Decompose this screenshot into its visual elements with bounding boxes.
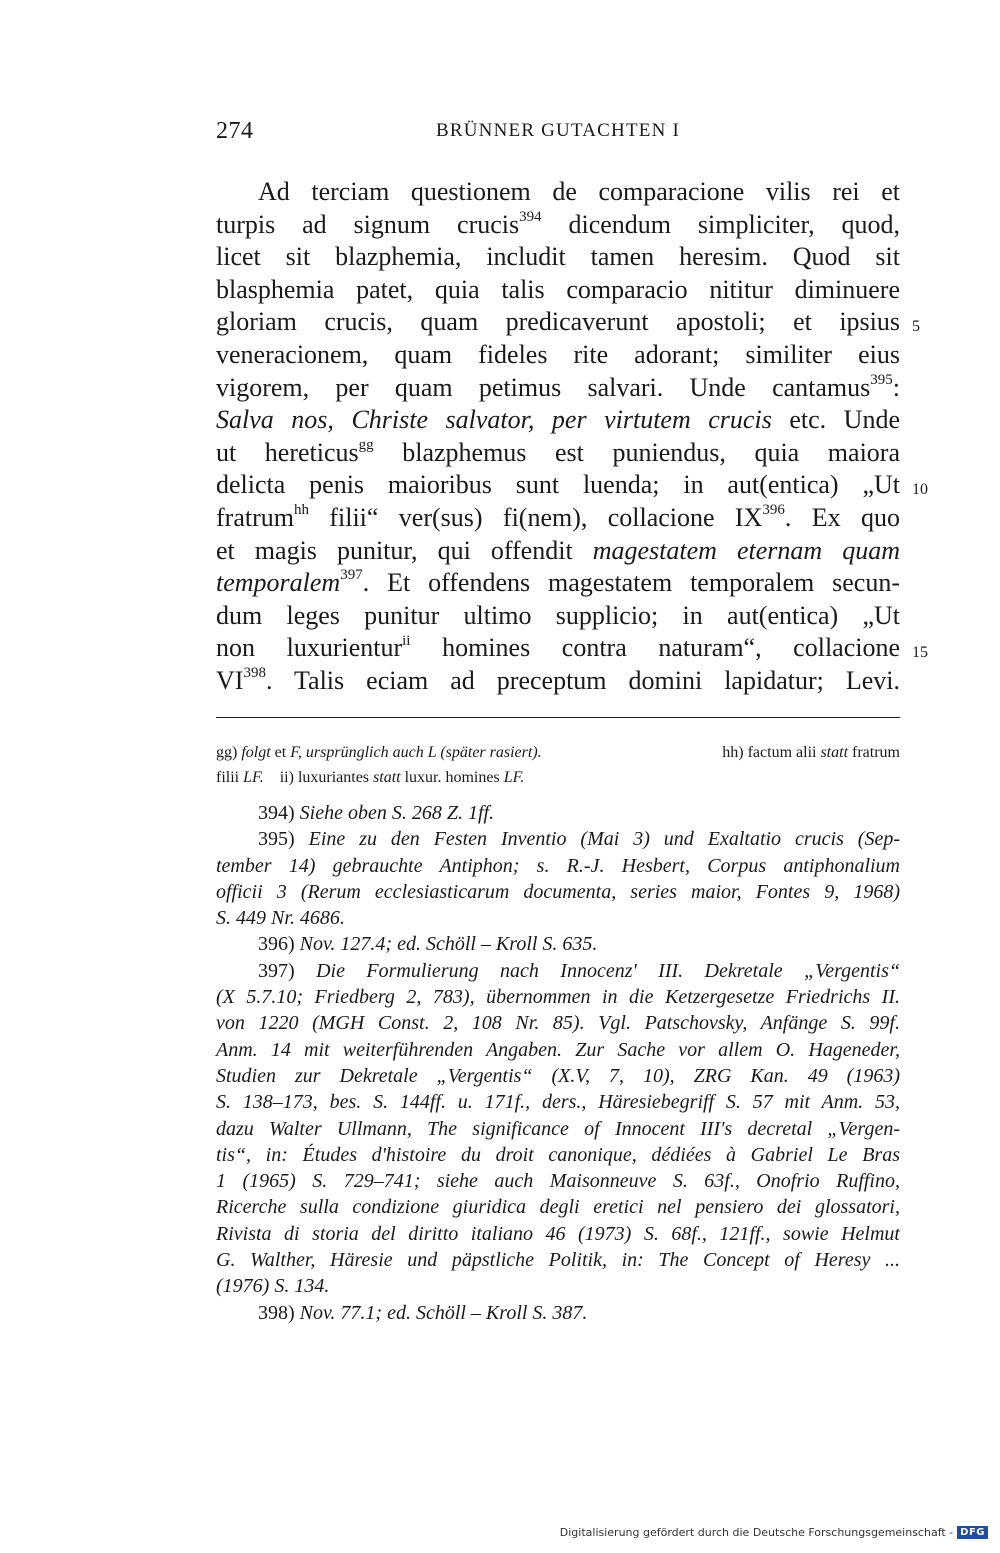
line-number: 15: [912, 644, 928, 661]
footnote-divider: [216, 717, 900, 718]
footnotes: [216, 800, 900, 1326]
footnote-394: 394) Siehe oben S. 268 Z. 1ff.: [258, 802, 495, 824]
digitization-text: Digitalisierung gefördert durch die Deutsche Forschungsgemeinschaft -: [559, 1526, 954, 1539]
footnote-397: 397) Die Formulierung nach Innocenz' III. Dekretale „Vergentis“ (X 5.7.10; Friedberg 2, 783), übernommen in die Ketzergesetze Friedrichs II. von 1220 (MGH Const. 2, 108 Nr. 85). Vgl. Patschovsky, Anfänge S. 99f. Anm. 14 mit weiterführenden Angaben. Zur Sache vor allem O. Hageneder, Studien zur Dekretale „Vergentis“ (X.V, 7, 10), ZRG Kan. 49 (1963) S. 138–173, bes. S. 144ff. u. 171f., ders., Häresiebegriff S. 57 mit Anm. 53, dazu Walter Ullmann, The significance of Innocent III's decretal „Vergen- tis“, in: Études d'histoire du droit canonique, dédiées à Gabriel Le Bras 1 (1965) S. 729–741; siehe auch Maisonneuve S. 63f., Onofrio Ruffino, Ricerche sulla condizione giuridica degli eretici nel pensiero dei glossatori, Rivista di storia del diritto italiano 46 (1973) S. 68f., 121ff., sowie Helmut G. Walther, Häresie und päpstliche Politik, in: The Concept of Heresy ... (1976) S. 134.: [216, 959, 901, 1298]
apparatus-line: gg) folgt et F, ursprünglich auch L (später rasiert). hh) factum alii statt fratrum: [216, 744, 900, 761]
text-line: temporalem$^{397}$. Et offendens magestatem temporalem secun-: [216, 567, 900, 598]
text-line: Ad terciam questionem de comparacione vilis rei et: [258, 177, 900, 206]
page-number: 274: [216, 118, 254, 144]
text-line: licet sit blazphemia, includit tamen heresim. Quod sit: [216, 242, 900, 272]
footnote-ref[interactable]: 397: [340, 567, 363, 584]
apparatus-ref[interactable]: ii: [402, 632, 411, 649]
line-number: 10: [912, 481, 928, 498]
main-text: [216, 176, 900, 698]
page-header: [216, 118, 900, 148]
line-number: 5: [912, 318, 920, 335]
apparatus-ref[interactable]: hh: [293, 502, 309, 519]
text-line: delicta penis maioribus sunt luenda; in aut(entica) „Ut: [216, 470, 900, 500]
text-line: gloriam crucis, quam predicaverunt apostoli; et ipsius: [216, 307, 900, 337]
text-line: blasphemia patet, quia talis comparacio nititur diminuere: [216, 274, 900, 304]
footnote-398: 398) Nov. 77.1; ed. Schöll – Kroll S. 387.: [258, 1301, 588, 1324]
running-title: BRÜNNER GUTACHTEN I: [436, 120, 680, 141]
text-line: vigorem, per quam petimus salvari. Unde cantamus$^{395}$:: [216, 371, 900, 402]
footnote-ref[interactable]: 395: [870, 371, 893, 388]
text-line: VI$^{398}$. Talis eciam ad preceptum domini lapidatur; Levi.: [216, 665, 900, 695]
footnote-396: 396) Nov. 127.4; ed. Schöll – Kroll S. 635.: [258, 933, 598, 956]
footnote-ref[interactable]: 398: [243, 665, 266, 682]
footnote-395: 395) Eine zu den Festen Inventio (Mai 3) und Exaltatio crucis (Sep- tember 14) gebrauchte Antiphon; s. R.-J. Hesbert, Corpus antiphonalium officii 3 (Rerum ecclesiasticarum documenta, series maior, Fontes 9, 1968) S. 449 Nr. 4686.: [216, 828, 900, 930]
text-line: Salva nos, Christe salvator, per virtutem crucis etc. Unde: [216, 405, 900, 435]
digitization-credit: [560, 1526, 988, 1539]
critical-apparatus: [216, 740, 900, 790]
dfg-logo: DFG: [957, 1526, 988, 1539]
apparatus-ref[interactable]: gg: [358, 437, 374, 454]
text-line: ut hereticus$^{gg}$ blazphemus est puniendus, quia maiora: [216, 437, 900, 467]
apparatus-line: filii LF. ii) luxuriantes statt luxur. homines LF.: [216, 769, 525, 786]
text-line: fratrum$^{hh}$ filii“ ver(sus) fi(nem), collacione IX$^{396}$. Ex quo: [216, 502, 900, 532]
footnote-ref[interactable]: 394: [519, 208, 542, 225]
footnote-ref[interactable]: 396: [762, 502, 785, 519]
text-line: turpis ad signum crucis$^{394}$ dicendum simpliciter, quod,: [216, 208, 900, 239]
text-line: veneracionem, quam fideles rite adorant; similiter eius: [216, 339, 900, 369]
text-line: non luxurientur$^{ii}$ homines contra naturam“, collacione: [216, 632, 901, 663]
text-line: dum leges punitur ultimo supplicio; in aut(entica) „Ut: [216, 600, 900, 630]
text-line: et magis punitur, qui offendit magestatem eternam quam: [216, 535, 900, 565]
